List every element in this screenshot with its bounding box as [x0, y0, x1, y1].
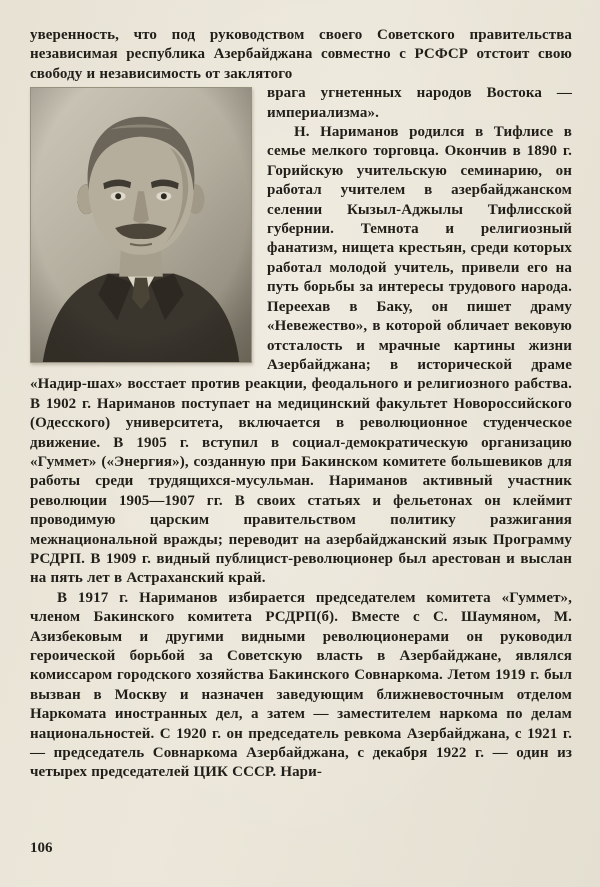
paragraph-biography-early: Н. Нариманов родился в Тифлисе в семье мелкого торговца. Окончив в 1890 г. Горийскую учительскую семинарию, он работал учителем в азербайджанском селении Кызыл-Аджылы Тифлисской губернии. Темнота и религиозный фанатизм, нищета крестьян, среди которых работал молодой учитель, привели его на путь борьбы за интересы трудового народа. Переехав в Баку, он пишет драму «Невежество», в которой обличает вековую отсталость и мрачные картины жизни Азербайджана; в исторической драме «Надир-шах» восстает против реакции, феодального и религиозного рабства. В 1902 г. Нариманов поступает на медицинский факультет Новороссийского (Одесского) университета, включается в революционное студенческое движение. В 1905 г. вступил в социал-демократическую организацию «Гуммет» («Энергия»), созданную при Бакинском комитете большевиков для работы среди трудящихся-мусульман. Нариманов активный участник революции 1905—1907 гг. В своих статьях и фельетонах он клеймит проводимую царским правительством политику разжигания межнациональной вражды; переводит на азербайджанский язык Программу РСДРП. В 1909 г. видный публицист-революционер был арестован и выслан на пять лет в Астраханский край. — [30, 124, 572, 587]
paragraph-continuation-top: уверенность, что под руководством своего Советского правительства независимая республика Азербайджана совместно с РСФСР отстоит свою свободу и независимость от заклятого — [30, 27, 572, 82]
page-number: 106 — [30, 840, 53, 856]
paragraph-continuation-wrapped: врага угнетенных народов Востока — империализма». — [267, 85, 572, 121]
page-content — [30, 26, 572, 783]
portrait-illustration — [31, 88, 251, 362]
portrait-photo — [30, 87, 252, 363]
paragraph-biography-1917: В 1917 г. Нариманов избирается председателем комитета «Гуммет», членом Бакинского комитета РСДРП(б). Вместе с С. Шаумяном, М. Азизбековым и другими видными революционерами он руководил героической борьбой за Советскую власть в Азербайджане, являлся комиссаром городского хозяйства Бакинского Совнаркома. Летом 1919 г. был вызван в Москву и назначен заведующим ближневосточным отделом Наркомата иностранных дел, а затем — заместителем наркома по делам национальностей. С 1920 г. он председатель ревкома Азербайджана, с 1921 г. — председатель Совнаркома Азербайджана, с декабря 1922 г. — один из четырех председателей ЦИК СССР. Нари- — [30, 589, 572, 781]
